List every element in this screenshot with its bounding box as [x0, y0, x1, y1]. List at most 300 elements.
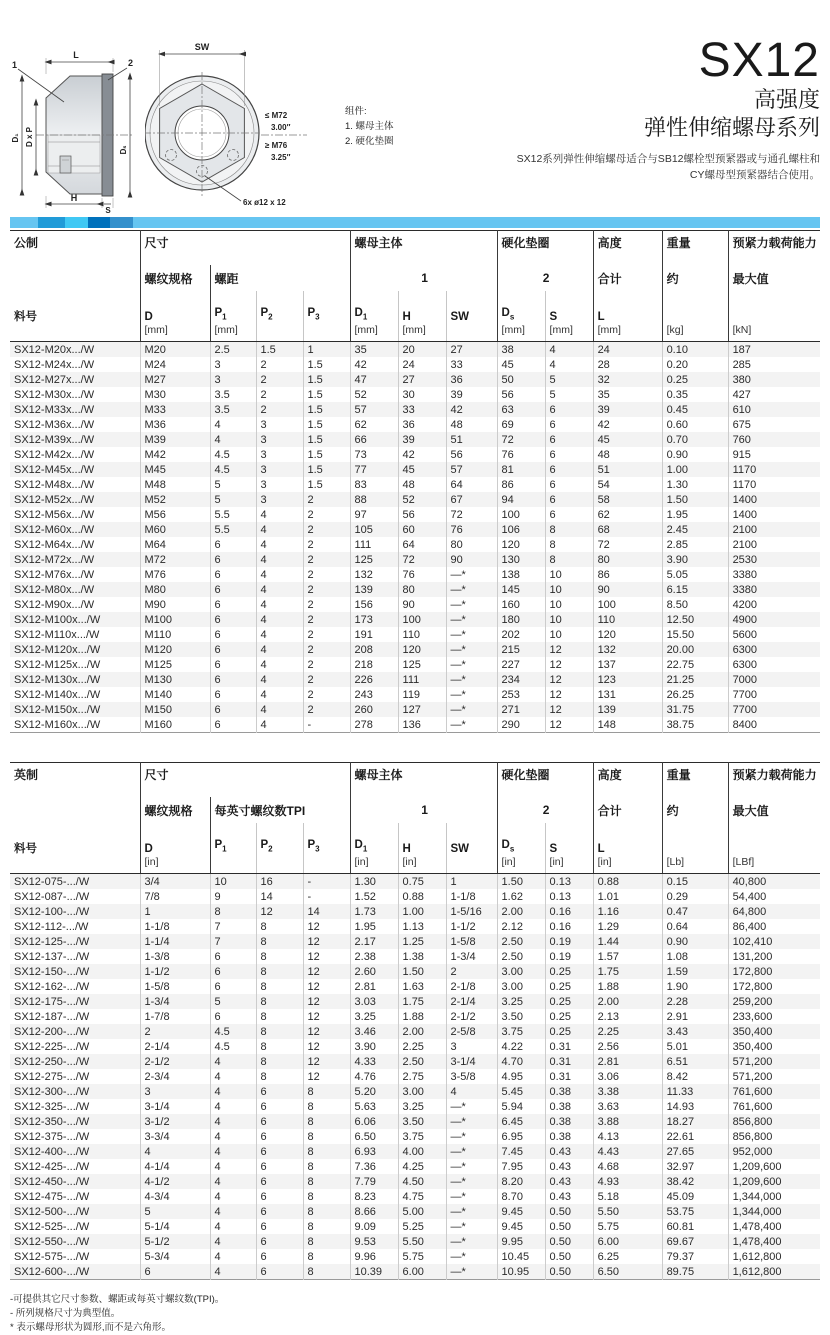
- table-row: [10, 1204, 820, 1219]
- value-cell: 139: [593, 702, 662, 717]
- value-cell: —*: [446, 1204, 497, 1219]
- part-number-cell: SX12-M140x.../W: [14, 688, 101, 701]
- value-cell: 31.75: [662, 702, 728, 717]
- col-S: S [mm]: [545, 291, 593, 342]
- value-cell: 8: [256, 934, 303, 949]
- table-row: [10, 1069, 820, 1084]
- value-cell: 2-1/2: [446, 1009, 497, 1024]
- value-cell: 6: [256, 1144, 303, 1159]
- value-cell: 51: [593, 462, 662, 477]
- value-cell: 6300: [728, 642, 820, 657]
- value-cell: 1.5: [303, 462, 350, 477]
- value-cell: 0.75: [398, 874, 446, 890]
- value-cell: 2.50: [398, 1054, 446, 1069]
- value-cell: 0.10: [662, 342, 728, 358]
- table-row: [10, 1129, 820, 1144]
- value-cell: 137: [593, 657, 662, 672]
- value-cell: 0.43: [545, 1159, 593, 1174]
- value-cell: 0.31: [545, 1069, 593, 1084]
- region-label: 英制: [14, 768, 39, 782]
- value-cell: 2: [303, 702, 350, 717]
- value-cell: 3-5/8: [446, 1069, 497, 1084]
- value-cell: 4: [256, 717, 303, 733]
- value-cell: 6: [545, 417, 593, 432]
- value-cell: 86,400: [728, 919, 820, 934]
- col-P1: $P_1$: [210, 823, 256, 874]
- table-row: [10, 567, 820, 582]
- part-number-cell: SX12-425-.../W: [14, 1160, 90, 1173]
- value-cell: 3: [446, 1039, 497, 1054]
- part-number-cell: SX12-125-.../W: [14, 935, 90, 948]
- value-cell: 2: [303, 612, 350, 627]
- value-cell: 6: [545, 462, 593, 477]
- component-item: 1. 螺母主体: [345, 121, 394, 132]
- range-le-label: ≤ M72: [265, 111, 288, 120]
- value-cell: 7.36: [350, 1159, 398, 1174]
- value-cell: 105: [350, 522, 398, 537]
- value-cell: 94: [497, 492, 545, 507]
- value-cell: 5.25: [398, 1219, 446, 1234]
- value-cell: 2: [446, 964, 497, 979]
- value-cell: 1.62: [497, 889, 545, 904]
- value-cell: M48: [140, 477, 210, 492]
- value-cell: 132: [593, 642, 662, 657]
- value-cell: 132: [350, 567, 398, 582]
- value-cell: 4.5: [210, 447, 256, 462]
- value-cell: 48: [398, 477, 446, 492]
- value-cell: 1.5: [303, 477, 350, 492]
- value-cell: 4: [210, 1249, 256, 1264]
- value-cell: —*: [446, 1174, 497, 1189]
- value-cell: 202: [497, 627, 545, 642]
- value-cell: M130: [140, 672, 210, 687]
- value-cell: 0.16: [545, 919, 593, 934]
- value-cell: 42: [593, 417, 662, 432]
- value-cell: 6: [256, 1204, 303, 1219]
- table-row: [10, 934, 820, 949]
- value-cell: 4: [210, 1219, 256, 1234]
- value-cell: 350,400: [728, 1024, 820, 1039]
- value-cell: 3380: [728, 582, 820, 597]
- value-cell: 4: [210, 1069, 256, 1084]
- value-cell: 2: [303, 672, 350, 687]
- part-number-cell: SX12-187-.../W: [14, 1010, 90, 1023]
- value-cell: 4: [256, 522, 303, 537]
- value-cell: 12: [303, 949, 350, 964]
- value-cell: 123: [593, 672, 662, 687]
- value-cell: 1.50: [398, 964, 446, 979]
- value-cell: 3: [256, 447, 303, 462]
- value-cell: 2530: [728, 552, 820, 567]
- value-cell: 1.30: [350, 874, 398, 890]
- value-cell: 5: [210, 994, 256, 1009]
- table-row: [10, 582, 820, 597]
- part-number-cell: SX12-175-.../W: [14, 995, 90, 1008]
- value-cell: 5: [210, 492, 256, 507]
- value-cell: 253: [497, 687, 545, 702]
- value-cell: 57: [446, 462, 497, 477]
- table-row: [10, 522, 820, 537]
- value-cell: 6: [210, 702, 256, 717]
- value-cell: 8: [303, 1129, 350, 1144]
- value-cell: 2: [303, 582, 350, 597]
- value-cell: 10: [545, 597, 593, 612]
- value-cell: 4.68: [593, 1159, 662, 1174]
- value-cell: 4: [256, 687, 303, 702]
- table-row: [10, 1249, 820, 1264]
- col-P3: $P_3$: [303, 823, 350, 874]
- value-cell: 12: [303, 934, 350, 949]
- col-Ds: $D_s$ [mm]: [497, 291, 545, 342]
- part-number-cell: SX12-M30x.../W: [14, 388, 95, 401]
- value-cell: 7/8: [140, 889, 210, 904]
- value-cell: M90: [140, 597, 210, 612]
- group-preload: 预紧力载荷能力: [728, 231, 820, 266]
- value-cell: 4-1/4: [140, 1159, 210, 1174]
- value-cell: 4.70: [497, 1054, 545, 1069]
- value-cell: 1170: [728, 462, 820, 477]
- value-cell: 10: [545, 612, 593, 627]
- part-number-cell: SX12-M80x.../W: [14, 583, 95, 596]
- value-cell: 3.03: [350, 994, 398, 1009]
- value-cell: 36: [398, 417, 446, 432]
- value-cell: M56: [140, 507, 210, 522]
- value-cell: 2: [303, 567, 350, 582]
- dim-label-D1: D₁: [11, 133, 20, 143]
- value-cell: 2.00: [497, 904, 545, 919]
- col-Lb: [Lb]: [662, 823, 728, 874]
- value-cell: 1.95: [350, 919, 398, 934]
- dim-label-DxP: D x P: [25, 126, 34, 148]
- value-cell: 6: [210, 672, 256, 687]
- value-cell: 234: [497, 672, 545, 687]
- value-cell: M36: [140, 417, 210, 432]
- value-cell: -: [303, 874, 350, 890]
- value-cell: 8.20: [497, 1174, 545, 1189]
- value-cell: —*: [446, 1144, 497, 1159]
- value-cell: 4: [256, 507, 303, 522]
- value-cell: 2-1/2: [140, 1054, 210, 1069]
- value-cell: 1.88: [593, 979, 662, 994]
- value-cell: 12: [545, 657, 593, 672]
- col-part-no: 料号: [10, 823, 140, 874]
- value-cell: 6: [256, 1264, 303, 1280]
- value-cell: 4: [210, 1129, 256, 1144]
- value-cell: 1,344,000: [728, 1204, 820, 1219]
- value-cell: M120: [140, 642, 210, 657]
- value-cell: 0.20: [662, 357, 728, 372]
- component-item: 2. 硬化垫圈: [345, 136, 394, 147]
- value-cell: —*: [446, 672, 497, 687]
- value-cell: 6.00: [593, 1234, 662, 1249]
- table-row: [10, 687, 820, 702]
- value-cell: 8.66: [350, 1204, 398, 1219]
- value-cell: 32.97: [662, 1159, 728, 1174]
- value-cell: 2-5/8: [446, 1024, 497, 1039]
- value-cell: 6: [545, 477, 593, 492]
- value-cell: 5.50: [593, 1204, 662, 1219]
- value-cell: 3.90: [662, 552, 728, 567]
- value-cell: 106: [497, 522, 545, 537]
- value-cell: 180: [497, 612, 545, 627]
- value-cell: 81: [497, 462, 545, 477]
- table-row: [10, 964, 820, 979]
- value-cell: 4: [256, 642, 303, 657]
- value-cell: 39: [398, 432, 446, 447]
- value-cell: 6: [210, 552, 256, 567]
- part-number-cell: SX12-M150x.../W: [14, 703, 101, 716]
- col-P2: $P_2$: [256, 823, 303, 874]
- value-cell: M20: [140, 342, 210, 358]
- value-cell: 131,200: [728, 949, 820, 964]
- value-cell: 9: [210, 889, 256, 904]
- value-cell: 125: [350, 552, 398, 567]
- value-cell: 4: [256, 597, 303, 612]
- part-number-cell: SX12-M33x.../W: [14, 403, 95, 416]
- value-cell: 1-1/8: [446, 889, 497, 904]
- value-cell: 8: [256, 1039, 303, 1054]
- value-cell: 0.43: [545, 1189, 593, 1204]
- value-cell: 12: [545, 672, 593, 687]
- value-cell: 1,612,800: [728, 1264, 820, 1280]
- part-number-cell: SX12-250-.../W: [14, 1055, 90, 1068]
- value-cell: 5.45: [497, 1084, 545, 1099]
- value-cell: 80: [593, 552, 662, 567]
- value-cell: 1.5: [303, 447, 350, 462]
- dim-label-Ds: Dₛ: [119, 145, 128, 155]
- value-cell: M100: [140, 612, 210, 627]
- imperial-table-header: [10, 763, 820, 874]
- value-cell: 10.39: [350, 1264, 398, 1280]
- value-cell: 22.61: [662, 1129, 728, 1144]
- value-cell: 66: [350, 432, 398, 447]
- value-cell: 39: [593, 402, 662, 417]
- value-cell: 6: [256, 1114, 303, 1129]
- value-cell: 4: [256, 552, 303, 567]
- col-D: D [mm]: [140, 291, 210, 342]
- value-cell: 2: [303, 522, 350, 537]
- value-cell: 7700: [728, 687, 820, 702]
- value-cell: 7700: [728, 702, 820, 717]
- value-cell: 2: [303, 627, 350, 642]
- value-cell: 52: [350, 387, 398, 402]
- group-size: 尺寸: [140, 231, 350, 266]
- value-cell: 4.33: [350, 1054, 398, 1069]
- value-cell: 2: [303, 687, 350, 702]
- value-cell: 73: [350, 447, 398, 462]
- value-cell: 3.25: [497, 994, 545, 1009]
- value-cell: 4: [256, 612, 303, 627]
- value-cell: 8: [256, 1069, 303, 1084]
- value-cell: 131: [593, 687, 662, 702]
- value-cell: 160: [497, 597, 545, 612]
- region-label: 公制: [14, 236, 39, 250]
- value-cell: 4: [446, 1084, 497, 1099]
- value-cell: 6.51: [662, 1054, 728, 1069]
- part-number-cell: SX12-M120x.../W: [14, 643, 101, 656]
- subtitle-series: 弹性伸缩螺母系列: [643, 115, 820, 140]
- value-cell: 5: [210, 477, 256, 492]
- value-cell: 6: [545, 507, 593, 522]
- value-cell: 6: [210, 979, 256, 994]
- value-cell: 2.25: [593, 1024, 662, 1039]
- value-cell: 571,200: [728, 1069, 820, 1084]
- table-row: [10, 432, 820, 447]
- value-cell: 172,800: [728, 964, 820, 979]
- value-cell: M52: [140, 492, 210, 507]
- value-cell: 4.93: [593, 1174, 662, 1189]
- value-cell: 4900: [728, 612, 820, 627]
- value-cell: 3: [256, 417, 303, 432]
- value-cell: 69: [497, 417, 545, 432]
- value-cell: 8: [256, 919, 303, 934]
- value-cell: 4.25: [398, 1159, 446, 1174]
- sub-max: 最大值: [728, 797, 820, 823]
- value-cell: 571,200: [728, 1054, 820, 1069]
- value-cell: 4: [256, 567, 303, 582]
- dim-label-L: L: [73, 50, 79, 60]
- value-cell: 5.75: [593, 1219, 662, 1234]
- value-cell: 2: [256, 372, 303, 387]
- value-cell: 12.50: [662, 612, 728, 627]
- value-cell: 14: [256, 889, 303, 904]
- value-cell: 54: [593, 477, 662, 492]
- value-cell: 0.25: [545, 994, 593, 1009]
- value-cell: M76: [140, 567, 210, 582]
- part-number-cell: SX12-M130x.../W: [14, 673, 101, 686]
- value-cell: —*: [446, 717, 497, 733]
- col-L: L [in]: [593, 823, 662, 874]
- value-cell: 0.70: [662, 432, 728, 447]
- value-cell: 187: [728, 342, 820, 358]
- imperial-table-body: [10, 874, 820, 1280]
- col-P3: $P_3$: [303, 291, 350, 342]
- value-cell: 1-3/4: [446, 949, 497, 964]
- value-cell: 8: [256, 1054, 303, 1069]
- value-cell: 6: [256, 1174, 303, 1189]
- value-cell: 1-1/8: [140, 919, 210, 934]
- value-cell: 51: [446, 432, 497, 447]
- value-cell: 5.63: [350, 1099, 398, 1114]
- value-cell: 3.00: [398, 1084, 446, 1099]
- components-title: 组件:: [345, 106, 367, 117]
- value-cell: 64,800: [728, 904, 820, 919]
- value-cell: 0.50: [545, 1204, 593, 1219]
- value-cell: 6.50: [593, 1264, 662, 1280]
- value-cell: 6: [210, 964, 256, 979]
- callout-1: 1: [12, 60, 18, 70]
- part-number-cell: SX12-475-.../W: [14, 1190, 90, 1203]
- part-number-cell: SX12-575-.../W: [14, 1250, 90, 1263]
- table-row: [10, 1144, 820, 1159]
- value-cell: 173: [350, 612, 398, 627]
- group-nut-body: 螺母主体: [350, 231, 497, 266]
- value-cell: 120: [497, 537, 545, 552]
- value-cell: 36: [446, 372, 497, 387]
- part-number-cell: SX12-M36x.../W: [14, 418, 95, 431]
- value-cell: 0.13: [545, 889, 593, 904]
- value-cell: 3-3/4: [140, 1129, 210, 1144]
- value-cell: 3: [210, 372, 256, 387]
- value-cell: 9.96: [350, 1249, 398, 1264]
- value-cell: 2.38: [350, 949, 398, 964]
- value-cell: 0.50: [545, 1219, 593, 1234]
- value-cell: 6: [210, 537, 256, 552]
- value-cell: 1,209,600: [728, 1174, 820, 1189]
- part-number-cell: SX12-550-.../W: [14, 1235, 90, 1248]
- value-cell: 7.95: [497, 1159, 545, 1174]
- value-cell: 5.20: [350, 1084, 398, 1099]
- value-cell: 1.73: [350, 904, 398, 919]
- value-cell: 45: [398, 462, 446, 477]
- value-cell: 60: [398, 522, 446, 537]
- value-cell: 8: [210, 904, 256, 919]
- value-cell: 21.25: [662, 672, 728, 687]
- value-cell: —*: [446, 627, 497, 642]
- part-number-cell: SX12-M160x.../W: [14, 718, 101, 731]
- value-cell: 1.5: [303, 357, 350, 372]
- value-cell: 10: [545, 627, 593, 642]
- value-cell: 33: [398, 402, 446, 417]
- table-row: [10, 462, 820, 477]
- dim-label-SW: SW: [194, 42, 210, 52]
- value-cell: 86: [593, 567, 662, 582]
- value-cell: 6: [256, 1129, 303, 1144]
- side-view-drawing: [8, 38, 140, 213]
- value-cell: 4: [210, 1189, 256, 1204]
- value-cell: 2.81: [593, 1054, 662, 1069]
- value-cell: 12: [303, 1039, 350, 1054]
- part-number-cell: SX12-M39x.../W: [14, 433, 95, 446]
- value-cell: 4.75: [398, 1189, 446, 1204]
- value-cell: 80: [398, 582, 446, 597]
- value-cell: 2: [303, 552, 350, 567]
- table-row: [10, 1009, 820, 1024]
- value-cell: 38.42: [662, 1174, 728, 1189]
- part-number-cell: SX12-525-.../W: [14, 1220, 90, 1233]
- col-SW: SW: [446, 823, 497, 874]
- value-cell: 7: [210, 919, 256, 934]
- value-cell: 1.29: [593, 919, 662, 934]
- part-number-cell: SX12-350-.../W: [14, 1115, 90, 1128]
- value-cell: 6: [256, 1159, 303, 1174]
- value-cell: 2: [303, 597, 350, 612]
- sub-nut-body-number: 1: [350, 265, 497, 291]
- value-cell: -: [303, 889, 350, 904]
- col-S: S [in]: [545, 823, 593, 874]
- value-cell: 1.95: [662, 507, 728, 522]
- value-cell: 0.50: [545, 1264, 593, 1280]
- value-cell: 0.43: [545, 1174, 593, 1189]
- value-cell: 4: [256, 672, 303, 687]
- value-cell: 6.25: [593, 1249, 662, 1264]
- value-cell: 9.53: [350, 1234, 398, 1249]
- value-cell: —*: [446, 1114, 497, 1129]
- value-cell: 45: [497, 357, 545, 372]
- part-number-cell: SX12-375-.../W: [14, 1130, 90, 1143]
- table-row: [10, 552, 820, 567]
- value-cell: 10.95: [497, 1264, 545, 1280]
- value-cell: 4: [256, 702, 303, 717]
- value-cell: 35: [350, 342, 398, 358]
- value-cell: 1: [140, 904, 210, 919]
- value-cell: 8: [303, 1204, 350, 1219]
- value-cell: 5: [545, 372, 593, 387]
- value-cell: 14.93: [662, 1099, 728, 1114]
- value-cell: 2-3/4: [140, 1069, 210, 1084]
- table-row: [10, 1054, 820, 1069]
- value-cell: 1.08: [662, 949, 728, 964]
